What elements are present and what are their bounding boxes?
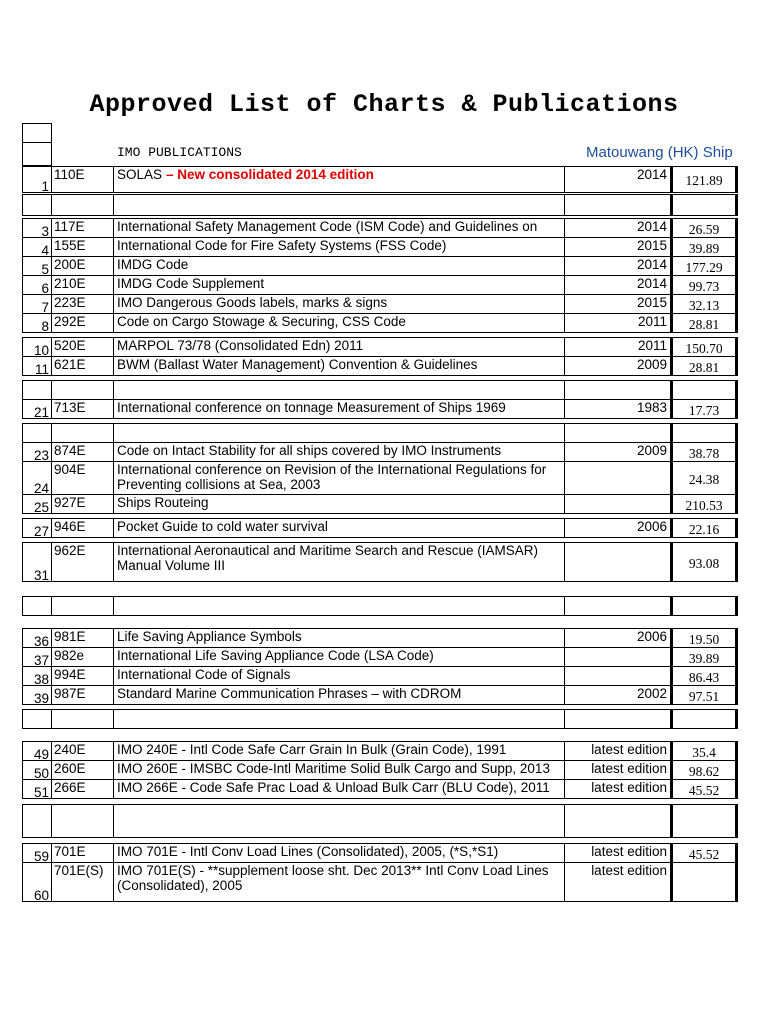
row-number: 21 bbox=[22, 399, 52, 419]
row-number bbox=[22, 423, 52, 443]
publication-title: Pocket Guide to cold water survival bbox=[113, 518, 565, 538]
publication-title bbox=[113, 194, 565, 216]
publication-title: International Aeronautical and Maritime Search and Rescue (IAMSAR) Manual Volume III bbox=[113, 542, 565, 582]
row-number bbox=[22, 804, 52, 838]
edition-year: 2015 bbox=[564, 294, 671, 314]
price-value: 24.38 bbox=[670, 461, 738, 495]
publication-code: 927E bbox=[51, 494, 114, 514]
publication-code: 946E bbox=[51, 518, 114, 538]
publication-code: 874E bbox=[51, 442, 114, 462]
price-value bbox=[670, 423, 738, 443]
price-value: 22.16 bbox=[670, 518, 738, 538]
publication-title: International conference on Revision of the International Regulations for Preventing collisions at Sea, 2003 bbox=[113, 461, 565, 495]
row-number: 38 bbox=[22, 666, 52, 686]
publication-code: 520E bbox=[51, 337, 114, 357]
price-value: 26.59 bbox=[670, 218, 738, 238]
publication-title: Life Saving Appliance Symbols bbox=[113, 628, 565, 648]
price-value: 86.43 bbox=[670, 666, 738, 686]
edition-year: 2011 bbox=[564, 313, 671, 333]
edition-year bbox=[564, 804, 671, 838]
publication-title: BWM (Ballast Water Management) Convention & Guidelines bbox=[113, 356, 565, 376]
row-number: 59 bbox=[22, 843, 52, 863]
publication-title: IMO 266E - Code Safe Prac Load & Unload Bulk Carr (BLU Code), 2011 bbox=[113, 779, 565, 799]
price-value: 28.81 bbox=[670, 313, 738, 333]
publication-code: 981E bbox=[51, 628, 114, 648]
row-number: 25 bbox=[22, 494, 52, 514]
publication-title bbox=[113, 804, 565, 838]
publication-code: 962E bbox=[51, 542, 114, 582]
price-value bbox=[670, 194, 738, 216]
edition-year bbox=[564, 647, 671, 667]
publication-code: 701E bbox=[51, 843, 114, 863]
row-number: 49 bbox=[22, 741, 52, 761]
row-number: 31 bbox=[22, 542, 52, 582]
row-number: 37 bbox=[22, 647, 52, 667]
row-number: 23 bbox=[22, 442, 52, 462]
publication-code: 223E bbox=[51, 294, 114, 314]
publication-title: Code on Intact Stability for all ships covered by IMO Instruments bbox=[113, 442, 565, 462]
publication-title bbox=[113, 596, 565, 616]
edition-year: 1983 bbox=[564, 399, 671, 419]
price-value: 97.51 bbox=[670, 685, 738, 705]
edition-year: latest edition bbox=[564, 843, 671, 863]
publication-title bbox=[113, 709, 565, 729]
price-value bbox=[670, 804, 738, 838]
row-number: 11 bbox=[22, 356, 52, 376]
edition-year bbox=[564, 380, 671, 400]
edition-year: 2014 bbox=[564, 256, 671, 276]
publication-code bbox=[51, 709, 114, 729]
row-number: 10 bbox=[22, 337, 52, 357]
publication-title: International Safety Management Code (ISM Code) and Guidelines on bbox=[113, 218, 565, 238]
row-number: 51 bbox=[22, 779, 52, 799]
edition-year: latest edition bbox=[564, 741, 671, 761]
publication-code: 994E bbox=[51, 666, 114, 686]
page-title: Approved List of Charts & Publications bbox=[89, 90, 679, 119]
publication-title: IMDG Code Supplement bbox=[113, 275, 565, 295]
edition-year: 2006 bbox=[564, 628, 671, 648]
price-value: 38.78 bbox=[670, 442, 738, 462]
row-number bbox=[22, 596, 52, 616]
edition-year: 2011 bbox=[564, 337, 671, 357]
price-value: 39.89 bbox=[670, 647, 738, 667]
publication-title: SOLAS – New consolidated 2014 edition bbox=[113, 166, 565, 193]
row-number: 60 bbox=[22, 862, 52, 902]
publication-title: IMO 701E - Intl Conv Load Lines (Consolidated), 2005, (*S,*S1) bbox=[113, 843, 565, 863]
publication-code: 240E bbox=[51, 741, 114, 761]
price-value: 19.50 bbox=[670, 628, 738, 648]
publication-code: 987E bbox=[51, 685, 114, 705]
section-label: IMO PUBLICATIONS bbox=[117, 145, 242, 160]
price-value: 150.70 bbox=[670, 337, 738, 357]
publication-code: 982e bbox=[51, 647, 114, 667]
publication-title: Ships Routeing bbox=[113, 494, 565, 514]
publication-code: 200E bbox=[51, 256, 114, 276]
edition-year: 2014 bbox=[564, 218, 671, 238]
price-value: 17.73 bbox=[670, 399, 738, 419]
edition-year: 2009 bbox=[564, 356, 671, 376]
edition-year bbox=[564, 666, 671, 686]
edition-year: latest edition bbox=[564, 779, 671, 799]
row-number bbox=[22, 194, 52, 216]
edition-year: 2014 bbox=[564, 275, 671, 295]
publication-title: MARPOL 73/78 (Consolidated Edn) 2011 bbox=[113, 337, 565, 357]
price-value: 210.53 bbox=[670, 494, 738, 514]
edition-year: 2006 bbox=[564, 518, 671, 538]
price-value bbox=[670, 380, 738, 400]
edition-year: 2015 bbox=[564, 237, 671, 257]
publication-code: 155E bbox=[51, 237, 114, 257]
publication-title: IMO 701E(S) - **supplement loose sht. Dec 2013** Intl Conv Load Lines (Consolidated), 2005 bbox=[113, 862, 565, 902]
row-number: 3 bbox=[22, 218, 52, 238]
edition-year bbox=[564, 423, 671, 443]
price-value: 98.62 bbox=[670, 760, 738, 780]
publication-title: International conference on tonnage Measurement of Ships 1969 bbox=[113, 399, 565, 419]
publication-code: 117E bbox=[51, 218, 114, 238]
edition-year bbox=[564, 709, 671, 729]
price-value: 45.52 bbox=[670, 843, 738, 863]
header-cell-top bbox=[22, 123, 52, 143]
price-value bbox=[670, 596, 738, 616]
company-name: Matouwang (HK) Ship bbox=[586, 144, 733, 161]
row-number bbox=[22, 380, 52, 400]
publication-code: 904E bbox=[51, 461, 114, 495]
edition-note: – New consolidated 2014 edition bbox=[166, 167, 374, 182]
publication-code bbox=[51, 380, 114, 400]
edition-year bbox=[564, 542, 671, 582]
publication-title: International Life Saving Appliance Code (LSA Code) bbox=[113, 647, 565, 667]
publication-code: 210E bbox=[51, 275, 114, 295]
row-number: 1 bbox=[22, 166, 52, 193]
price-value: 99.73 bbox=[670, 275, 738, 295]
publication-code: 110E bbox=[51, 166, 114, 193]
price-value bbox=[670, 709, 738, 729]
price-value: 177.29 bbox=[670, 256, 738, 276]
publication-code: 621E bbox=[51, 356, 114, 376]
publication-code bbox=[51, 194, 114, 216]
edition-year: 2002 bbox=[564, 685, 671, 705]
publication-title: IMO Dangerous Goods labels, marks & signs bbox=[113, 294, 565, 314]
row-number: 8 bbox=[22, 313, 52, 333]
publication-title: International Code of Signals bbox=[113, 666, 565, 686]
price-value: 121.89 bbox=[670, 166, 738, 193]
edition-year bbox=[564, 494, 671, 514]
price-value: 28.81 bbox=[670, 356, 738, 376]
row-number: 36 bbox=[22, 628, 52, 648]
publication-code: 292E bbox=[51, 313, 114, 333]
publication-code: 266E bbox=[51, 779, 114, 799]
price-value: 45.52 bbox=[670, 779, 738, 799]
publication-title: IMDG Code bbox=[113, 256, 565, 276]
edition-year: latest edition bbox=[564, 760, 671, 780]
price-value: 35.4 bbox=[670, 741, 738, 761]
row-number: 39 bbox=[22, 685, 52, 705]
edition-year: 2009 bbox=[564, 442, 671, 462]
row-number: 24 bbox=[22, 461, 52, 495]
row-number: 50 bbox=[22, 760, 52, 780]
publication-title: Code on Cargo Stowage & Securing, CSS Code bbox=[113, 313, 565, 333]
publication-title: IMO 240E - Intl Code Safe Carr Grain In Bulk (Grain Code), 1991 bbox=[113, 741, 565, 761]
row-number: 27 bbox=[22, 518, 52, 538]
edition-year bbox=[564, 461, 671, 495]
edition-year bbox=[564, 596, 671, 616]
publication-code: 260E bbox=[51, 760, 114, 780]
row-number: 5 bbox=[22, 256, 52, 276]
publication-title bbox=[113, 423, 565, 443]
price-value: 39.89 bbox=[670, 237, 738, 257]
header-cell-bottom bbox=[22, 142, 52, 166]
edition-year: latest edition bbox=[564, 862, 671, 902]
row-number: 4 bbox=[22, 237, 52, 257]
publication-code bbox=[51, 596, 114, 616]
row-number bbox=[22, 709, 52, 729]
price-value bbox=[670, 862, 738, 902]
publication-title: IMO 260E - IMSBC Code-Intl Maritime Solid Bulk Cargo and Supp, 2013 bbox=[113, 760, 565, 780]
price-value: 32.13 bbox=[670, 294, 738, 314]
edition-year: 2014 bbox=[564, 166, 671, 193]
publication-code bbox=[51, 804, 114, 838]
publication-code: 713E bbox=[51, 399, 114, 419]
publication-code bbox=[51, 423, 114, 443]
row-number: 7 bbox=[22, 294, 52, 314]
edition-year bbox=[564, 194, 671, 216]
publication-code: 701E(S) bbox=[51, 862, 114, 902]
publication-title: Standard Marine Communication Phrases – with CDROM bbox=[113, 685, 565, 705]
publication-title bbox=[113, 380, 565, 400]
publication-title: International Code for Fire Safety Systems (FSS Code) bbox=[113, 237, 565, 257]
row-number: 6 bbox=[22, 275, 52, 295]
price-value: 93.08 bbox=[670, 542, 738, 582]
